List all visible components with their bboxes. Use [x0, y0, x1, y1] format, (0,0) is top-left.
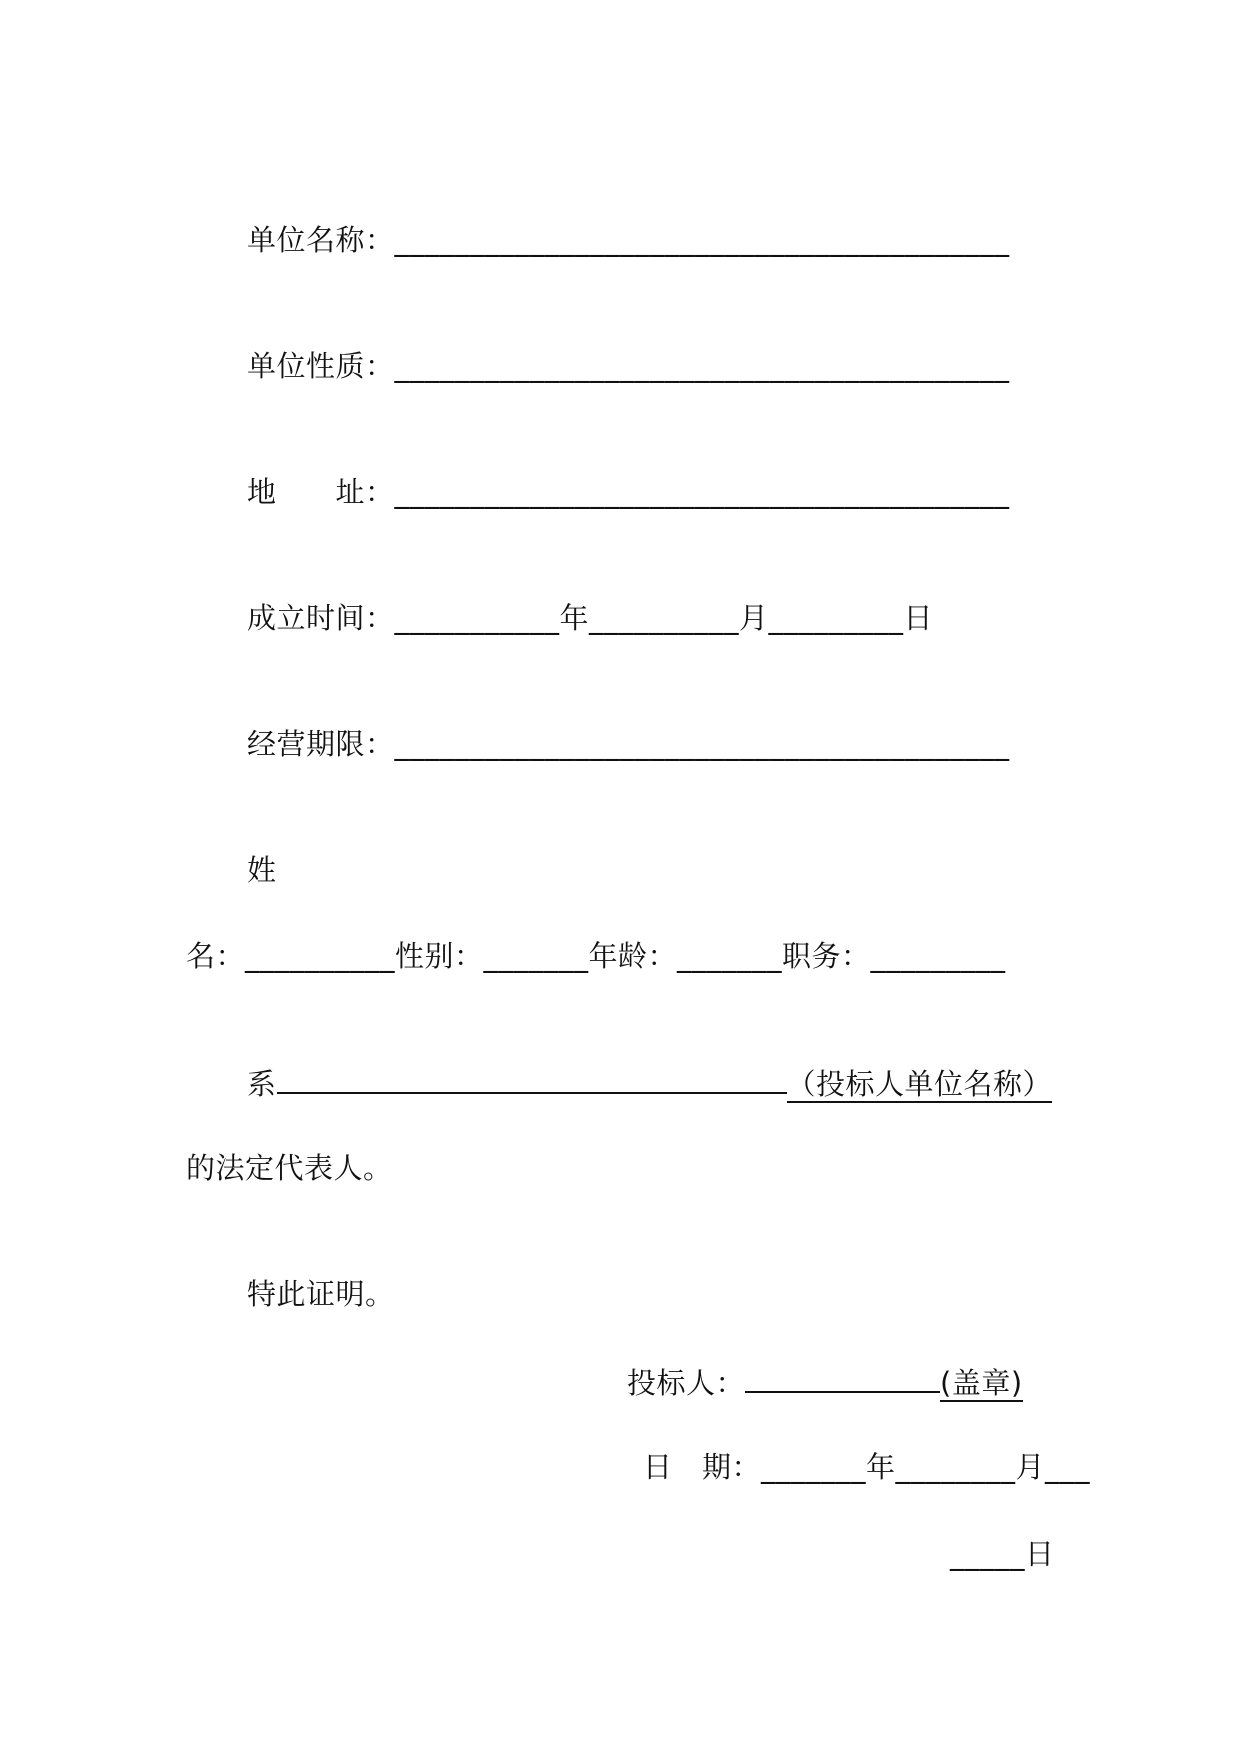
- representative-line-2: 的法定代表人。: [186, 1151, 393, 1185]
- established-date-field: 成立时间：___________年__________月_________日: [247, 601, 934, 635]
- person-info-line: 名：__________性别：_______年龄：_______职务：_________: [186, 939, 1006, 973]
- rep-prefix: 系: [247, 1067, 277, 1101]
- date-line: 日 期：_______年________月___: [643, 1450, 1091, 1484]
- bidder-name-blank: [277, 1062, 787, 1094]
- rep-suffix: （投标人单位名称）: [786, 1067, 1053, 1101]
- name-label-first-char: 姓: [247, 853, 277, 887]
- unit-name-field: 单位名称：_________________________________________: [247, 223, 1010, 257]
- address-field: 地 址：_________________________________________: [247, 475, 1010, 509]
- bidder-signature-line: [627, 1361, 1023, 1403]
- unit-nature-field: 单位性质：_________________________________________: [247, 349, 1010, 383]
- bidder-blank: [745, 1361, 940, 1393]
- seal-note: (盖章): [940, 1366, 1023, 1400]
- day-line: _____日: [950, 1537, 1055, 1571]
- bidder-label: 投标人：: [627, 1366, 746, 1400]
- operating-term-field: 经营期限：_________________________________________: [247, 727, 1010, 761]
- certify-text: 特此证明。: [247, 1277, 395, 1311]
- representative-line: [247, 1062, 1052, 1104]
